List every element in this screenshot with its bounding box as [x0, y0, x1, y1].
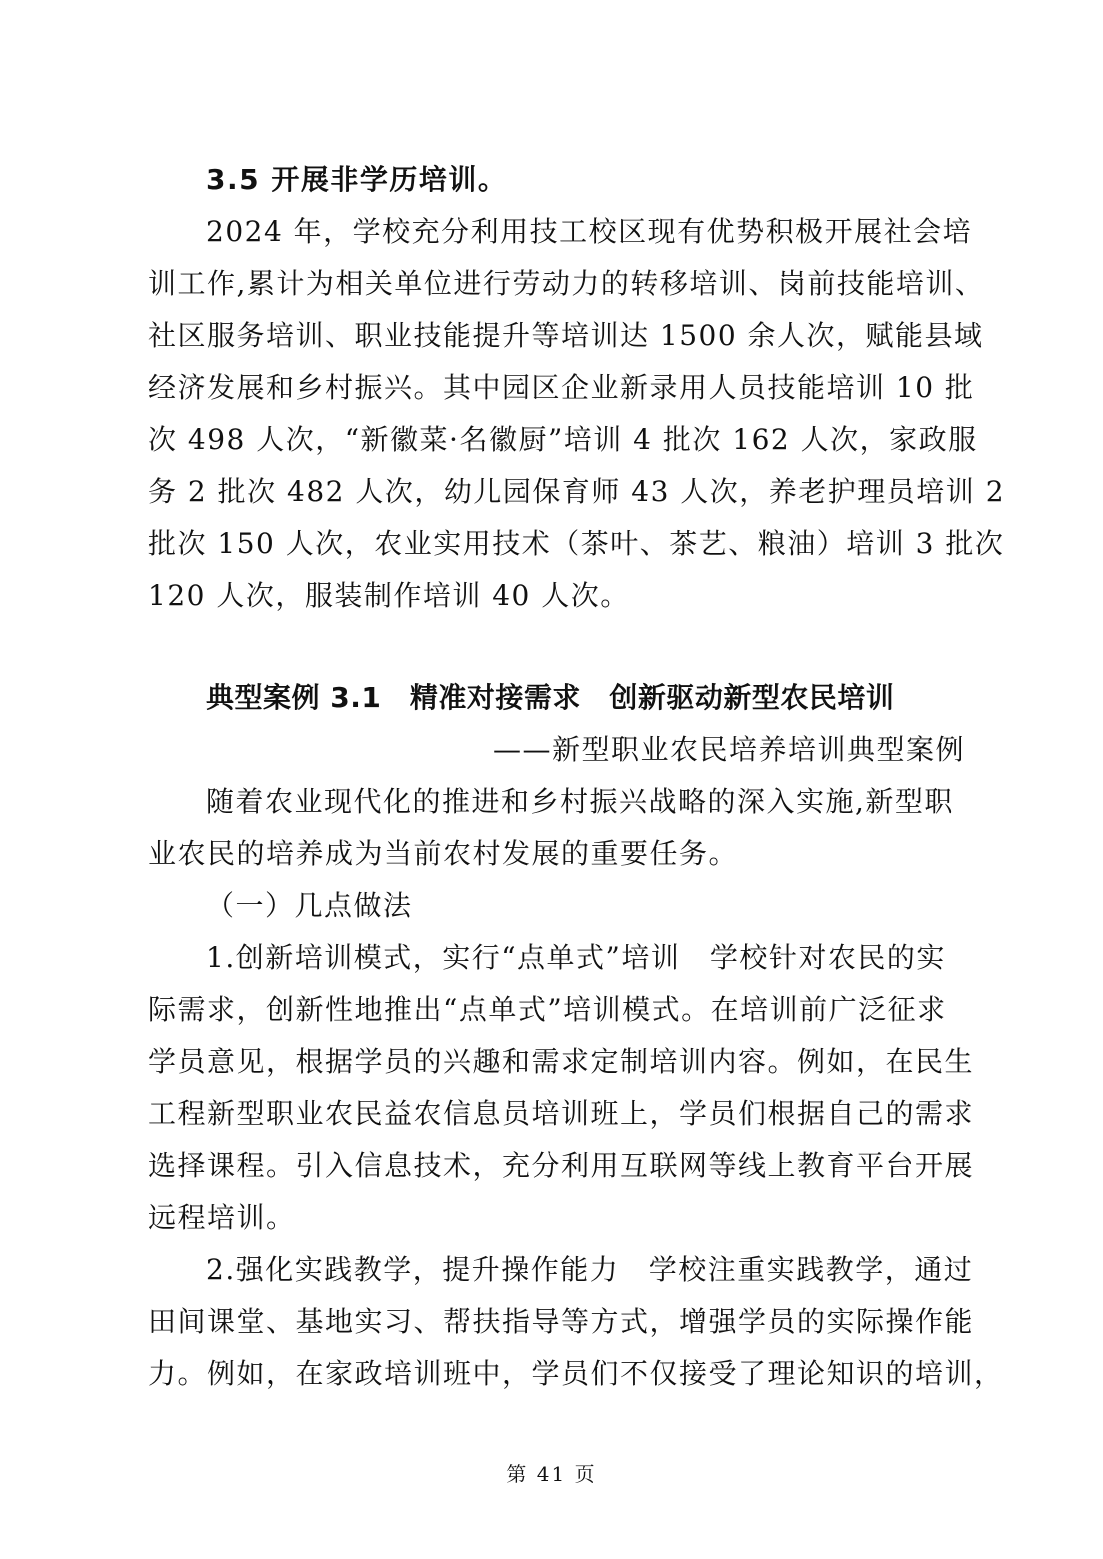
case-intro-line: 随着农业现代化的推进和乡村振兴战略的深入实施,新型职 — [206, 785, 954, 818]
item1-line: 1.创新培训模式，实行“点单式”培训 学校针对农民的实 — [206, 941, 946, 974]
section-paragraph-line: 批次 150 人次，农业实用技术（茶叶、茶艺、粮油）培训 3 批次 — [148, 527, 1005, 560]
item1-line: 际需求，创新性地推出“点单式”培训模式。在培训前广泛征求 — [148, 993, 947, 1026]
section-paragraph-line: 经济发展和乡村振兴。其中园区企业新录用人员技能培训 10 批 — [148, 371, 975, 404]
page-number: 第 41 页 — [506, 1462, 597, 1486]
case-subheading: （一）几点做法 — [206, 889, 413, 922]
case-intro-line: 业农民的培养成为当前农村发展的重要任务。 — [148, 837, 739, 870]
section-paragraph-line: 训工作,累计为相关单位进行劳动力的转移培训、岗前技能培训、 — [148, 267, 985, 300]
item1-line: 学员意见，根据学员的兴趣和需求定制培训内容。例如，在民生 — [148, 1045, 975, 1078]
case-title: 典型案例 3.1 精准对接需求 创新驱动新型农民培训 — [206, 681, 895, 714]
item1-line: 远程培训。 — [148, 1201, 296, 1234]
item2-line: 力。例如，在家政培训班中，学员们不仅接受了理论知识的培训， — [148, 1357, 1004, 1390]
item1-line: 工程新型职业农民益农信息员培训班上，学员们根据自己的需求 — [148, 1097, 975, 1130]
section-paragraph-line: 120 人次，服装制作培训 40 人次。 — [148, 579, 630, 612]
item2-line: 2.强化实践教学，提升操作能力 学校注重实践教学，通过 — [206, 1253, 974, 1286]
section-paragraph-line: 务 2 批次 482 人次，幼儿园保育师 43 人次，养老护理员培训 2 — [148, 475, 1006, 508]
item1-line: 选择课程。引入信息技术，充分利用互联网等线上教育平台开展 — [148, 1149, 975, 1182]
section-paragraph-line: 次 498 人次，“新徽菜·名徽厨”培训 4 批次 162 人次，家政服 — [148, 423, 978, 456]
item2-line: 田间课堂、基地实习、帮扶指导等方式，增强学员的实际操作能 — [148, 1305, 975, 1338]
section-paragraph-line: 社区服务培训、职业技能提升等培训达 1500 余人次，赋能县域 — [148, 319, 984, 352]
case-subtitle: ——新型职业农民培养培训典型案例 — [492, 733, 965, 766]
section-heading: 3.5 开展非学历培训。 — [206, 163, 508, 196]
section-paragraph-line: 2024 年，学校充分利用技工校区现有优势积极开展社会培 — [206, 215, 973, 248]
